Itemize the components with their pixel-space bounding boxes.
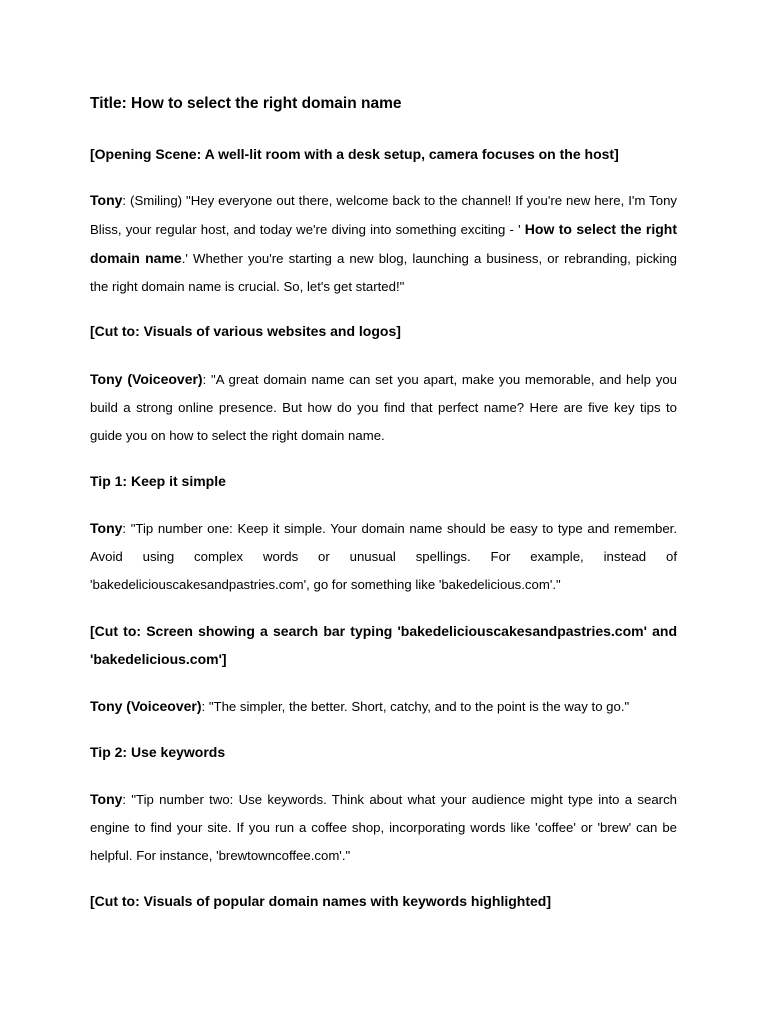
opening-scene-direction: [Opening Scene: A well-lit room with a desk setup, camera focuses on the host] (90, 146, 619, 162)
cut-direction-keywords: [Cut to: Visuals of popular domain names with keywords highlighted] (90, 893, 551, 909)
speaker-separator: : (202, 372, 212, 387)
speaker-name: Tony (Voiceover) (90, 698, 202, 714)
dialogue-text: "A great domain name can set you apart, make you memorable, and help you build a strong online presence. But how do you find that perfect name? Here are five key tips to guide you on how to select the right domain name. (90, 372, 677, 443)
dialogue-paragraph-tip1 (90, 514, 677, 599)
dialogue-text: (Smiling) "Hey everyone out there, welcome back to the channel! If you're new here, I'm Tony Bliss, your regular host, and today we're diving into something exciting - ' (90, 193, 677, 237)
speaker-separator: : (122, 193, 131, 208)
speaker-name: Tony (90, 791, 123, 807)
cut-direction-search-bar: [Cut to: Screen showing a search bar typing 'bakedeliciouscakesandpastries.com' and 'bakedelicious.com'] (90, 623, 677, 667)
tip-heading-2: Tip 2: Use keywords (90, 744, 226, 760)
speaker-name: Tony (90, 192, 123, 208)
dialogue-text: "The simpler, the better. Short, catchy, and to the point is the way to go." (208, 699, 630, 714)
dialogue-paragraph-intro (90, 186, 677, 301)
speaker-separator: : (122, 792, 132, 807)
speaker-separator: : (122, 521, 131, 536)
dialogue-text: .' Whether you're starting a new blog, launching a business, or rebranding, picking the right domain name is crucial. So, let's get started!" (90, 251, 677, 294)
dialogue-paragraph-tip2 (90, 785, 677, 870)
tip-heading-1: Tip 1: Keep it simple (90, 473, 226, 489)
dialogue-paragraph-voiceover-2 (90, 692, 677, 721)
dialogue-paragraph-voiceover (90, 365, 677, 450)
dialogue-text: "Tip number one: Keep it simple. Your domain name should be easy to type and remember. Avoid using complex words or unusual spellings. For example, instead of 'bakedeliciouscakesandpastries.com', go for something like 'bakedelicious.com'." (90, 521, 678, 592)
speaker-name: Tony (90, 520, 123, 536)
dialogue-text: "Tip number two: Use keywords. Think about what your audience might type into a search engine to find your site. If you run a coffee shop, incorporating words like 'coffee' or 'brew' can be helpful. For instance, 'brewtowncoffee.com'." (90, 792, 678, 863)
speaker-name: Tony (Voiceover) (90, 371, 203, 387)
speaker-separator: : (201, 699, 209, 714)
cut-direction-websites: [Cut to: Visuals of various websites and logos] (90, 323, 401, 339)
emphasized-phrase: How to select the right domain name (90, 221, 677, 266)
document-title: Title: How to select the right domain name (90, 95, 402, 112)
